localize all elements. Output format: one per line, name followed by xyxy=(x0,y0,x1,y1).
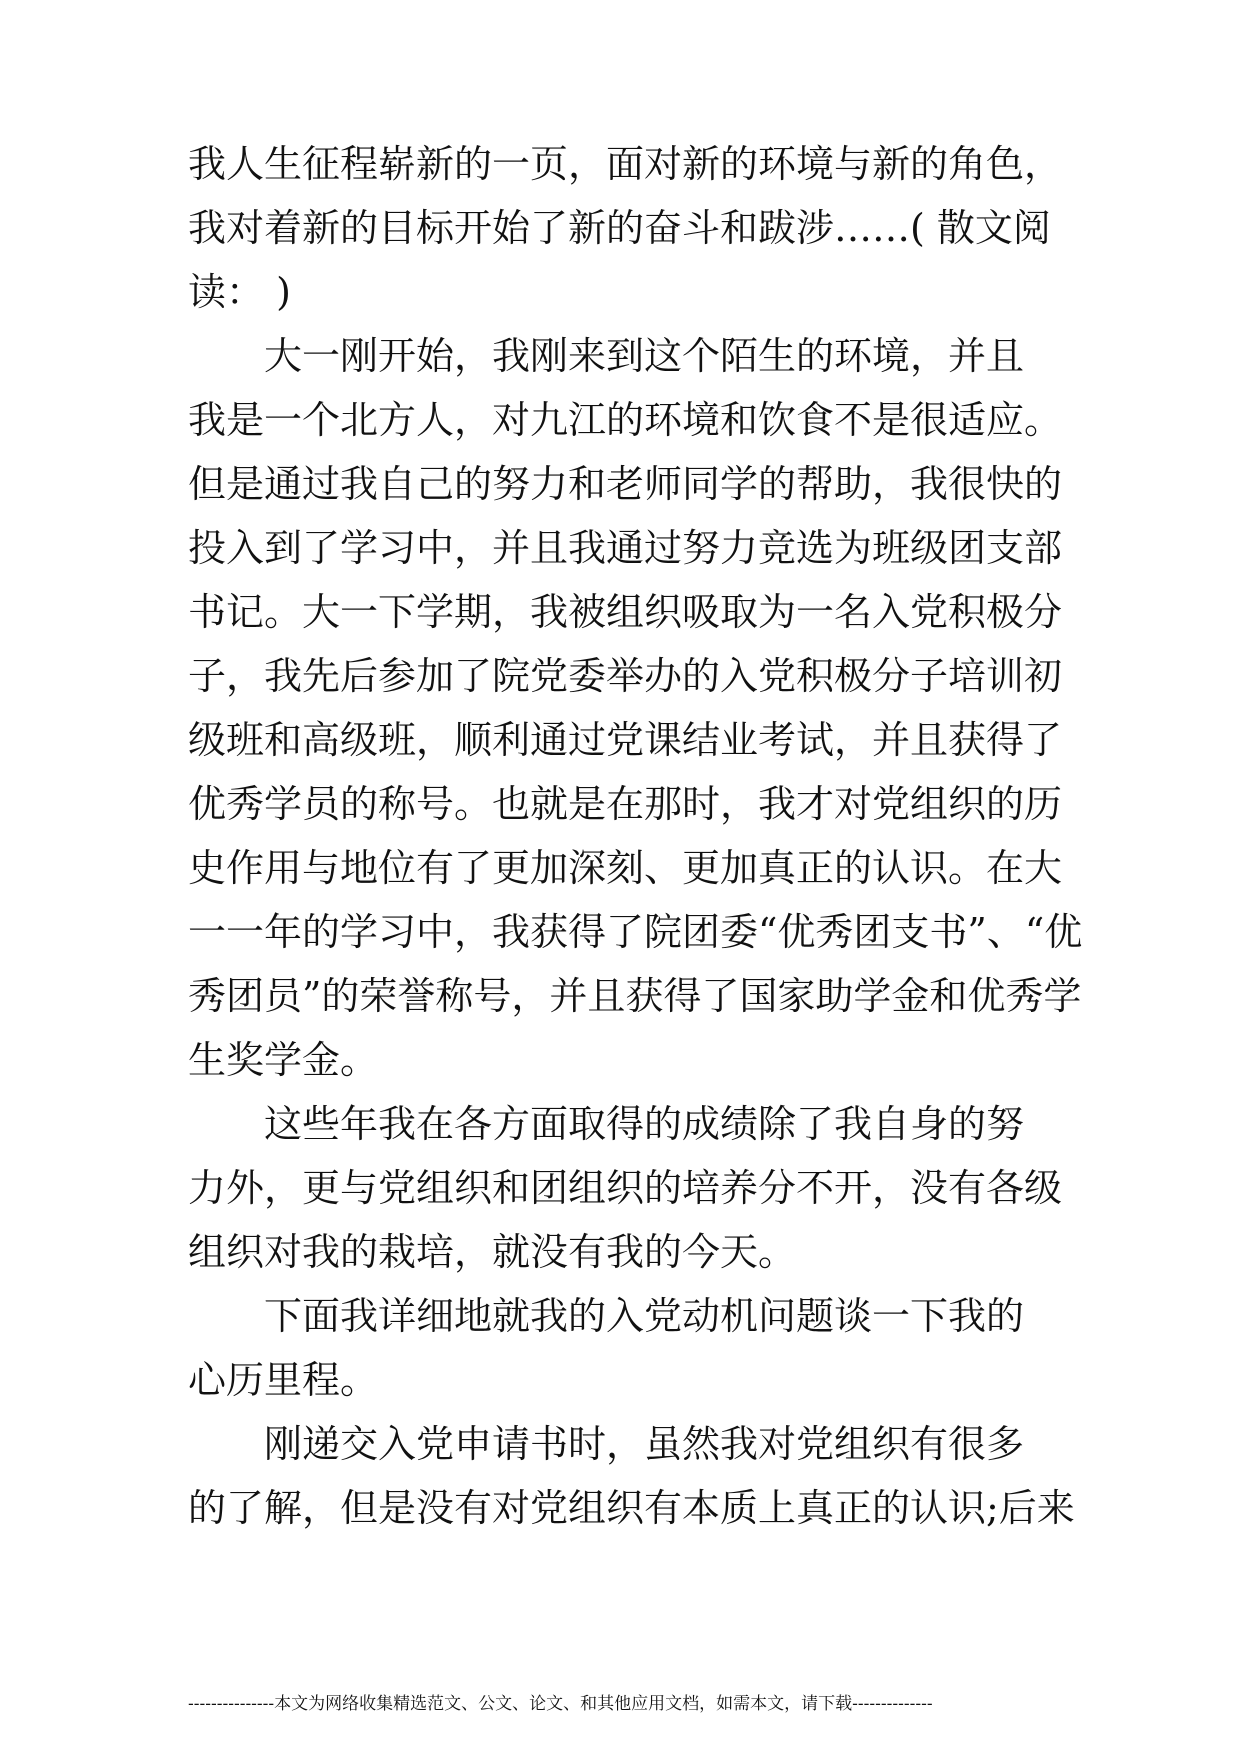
document-body xyxy=(188,132,1083,1540)
text-line: 史作用与地位有了更加深刻、更加真正的认识。在大 xyxy=(188,846,1063,890)
text-line: 子，我先后参加了院党委举办的入党积极分子培训初 xyxy=(188,654,1063,698)
text-line: 的了解，但是没有对党组织有本质上真正的认识;后来 xyxy=(188,1486,1075,1530)
text-line: 组织对我的栽培，就没有我的今天。 xyxy=(188,1230,797,1274)
text-line: 我是一个北方人，对九江的环境和饮食不是很适应。 xyxy=(188,398,1063,442)
text-line: 力外，更与党组织和团组织的培养分不开，没有各级 xyxy=(188,1166,1063,1210)
text-line: 秀团员”的荣誉称号，并且获得了国家助学金和优秀学 xyxy=(188,974,1082,1018)
text-line: 优秀学员的称号。也就是在那时，我才对党组织的历 xyxy=(188,782,1063,826)
text-line: 心历里程。 xyxy=(188,1358,379,1402)
text-line: 这些年我在各方面取得的成绩除了我自身的努 xyxy=(188,1102,1025,1146)
text-line: 投入到了学习中，并且我通过努力竞选为班级团支部 xyxy=(188,526,1063,570)
text-line: 下面我详细地就我的入党动机问题谈一下我的 xyxy=(188,1294,1025,1338)
text-line: 书记。大一下学期，我被组织吸取为一名入党积极分 xyxy=(188,590,1063,634)
text-line: 刚递交入党申请书时，虽然我对党组织有很多 xyxy=(188,1422,1025,1466)
text-line: 读： ) xyxy=(188,270,291,314)
text-line: 我人生征程崭新的一页，面对新的环境与新的角色， xyxy=(188,142,1063,186)
text-line: 一一年的学习中，我获得了院团委“优秀团支书”、“优 xyxy=(188,910,1083,954)
page-footer-note: ---------------本文为网络收集精选范文、公文、论文、和其他应用文档，如需本文，请下载-------------- xyxy=(188,1694,933,1714)
text-line: 但是通过我自己的努力和老师同学的帮助，我很快的 xyxy=(188,462,1063,506)
text-line: 我对着新的目标开始了新的奋斗和跋涉……( 散文阅 xyxy=(188,206,1051,250)
text-line: 级班和高级班，顺利通过党课结业考试，并且获得了 xyxy=(188,718,1063,762)
text-line: 生奖学金。 xyxy=(188,1038,379,1082)
text-line: 大一刚开始，我刚来到这个陌生的环境，并且 xyxy=(188,334,1025,378)
